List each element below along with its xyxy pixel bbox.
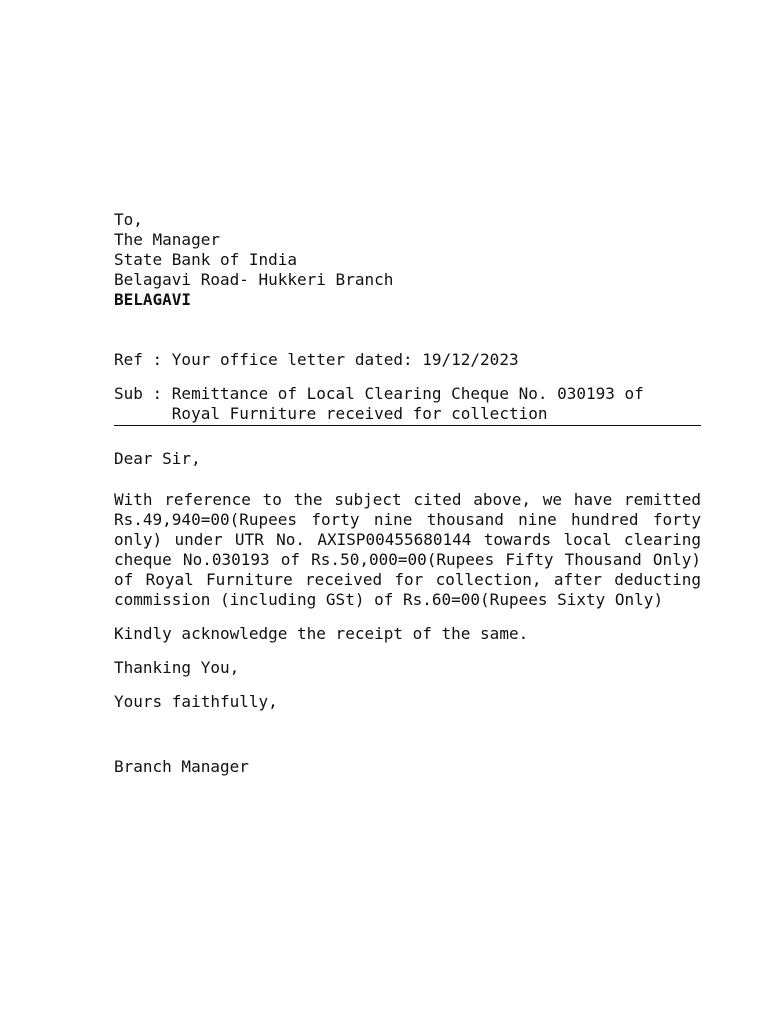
ref-text: Ref : Your office letter dated: 19/12/2023 — [114, 350, 519, 369]
reference-line — [114, 350, 701, 370]
address-to: To, — [114, 210, 143, 229]
recipient-address — [114, 210, 701, 310]
subject-prefix: Sub : — [114, 384, 172, 403]
salutation — [114, 449, 701, 469]
closing-line — [114, 692, 701, 712]
recipient-city: BELAGAVI — [114, 290, 192, 309]
letter-document — [114, 210, 701, 777]
thanks-line — [114, 658, 701, 678]
recipient-title: The Manager — [114, 230, 220, 249]
acknowledge-text: Kindly acknowledge the receipt of the same. — [114, 624, 529, 643]
recipient-bank: State Bank of India — [114, 250, 298, 269]
salutation-text: Dear Sir, — [114, 449, 201, 468]
signature-block — [114, 757, 701, 777]
subject-line-2: Royal Furniture received for collection — [171, 404, 548, 423]
acknowledge-line — [114, 624, 701, 644]
thanks-text: Thanking You, — [114, 658, 240, 677]
recipient-branch: Belagavi Road- Hukkeri Branch — [114, 270, 394, 289]
subject-block — [114, 384, 701, 426]
body-paragraph: With reference to the subject cited above, we have remitted Rs.49,940=00(Rupees forty nine thousand nine hundred forty only) under UTR No. AXISP00455680144 towards local clearing cheque No.030193 of Rs.50,000=00(Rupees Fifty Thousand Only) of Royal Furniture received for collection, after deducting commission (including GSt) of Rs.60=00(Rupees Sixty Only) — [114, 490, 701, 609]
subject-line-1: Remittance of Local Clearing Cheque No. 030193 of — [171, 384, 644, 403]
closing-text: Yours faithfully, — [114, 692, 278, 711]
subject-text — [172, 384, 644, 424]
signature-text: Branch Manager — [114, 757, 249, 776]
